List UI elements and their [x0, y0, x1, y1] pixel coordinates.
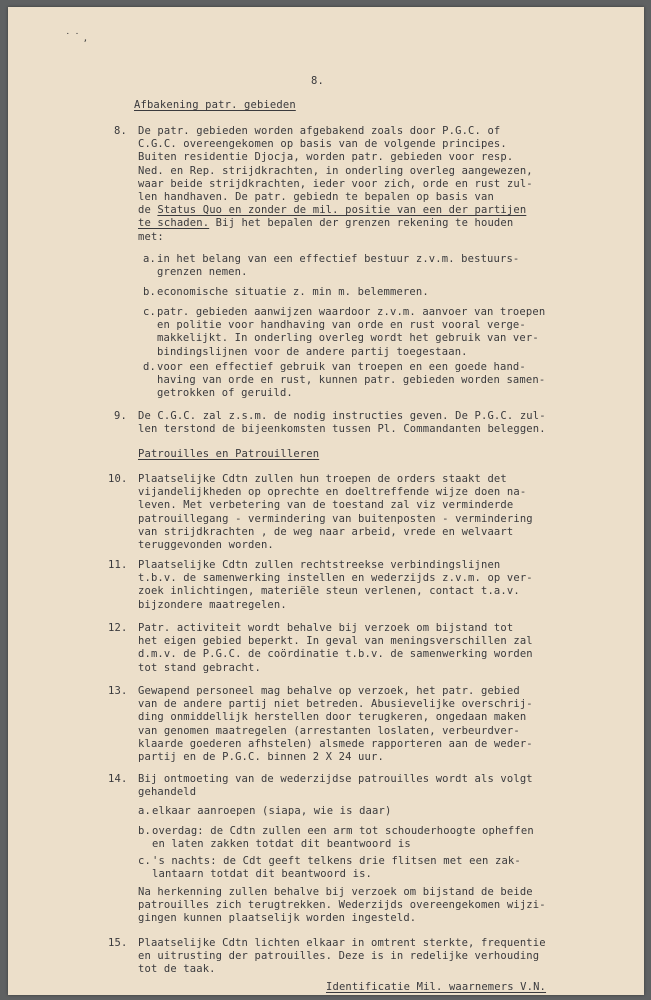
subitem-letter: a.	[138, 805, 151, 817]
subitem-letter: c.	[138, 855, 151, 867]
text-line: having van orde en rust, kunnen patr. gebieden worden samen-	[157, 374, 546, 387]
section-9	[114, 410, 634, 438]
text-line: vijandelijkheden op oprechte en doeltreffende wijze doen na-	[138, 486, 527, 499]
section-number: 10.	[108, 473, 128, 485]
section-11	[108, 559, 634, 613]
text-line: klaarde goederen afhstelen) alsmede rapporteren aan de weder-	[138, 737, 533, 750]
text-line: voor een effectief gebruik van troepen en een goede hand-	[157, 361, 526, 373]
text-line: te schaden. Bij het bepalen der grenzen rekening te houden	[138, 217, 514, 230]
text-line: elkaar aanroepen (siapa, wie is daar)	[152, 805, 392, 817]
text-line: Patr. activiteit wordt behalve bij verzoek om bijstand tot	[138, 622, 514, 634]
heading-patrouilles: Patrouilles en Patrouilleren	[138, 448, 320, 460]
text-line: teruggevonden worden.	[138, 539, 274, 552]
footer-heading: Identificatie Mil. waarnemers V.N.	[326, 981, 547, 993]
section-number: 15.	[108, 937, 128, 949]
text-line: waar beide strijdkrachten, ieder voor zich, orde en rust zul-	[138, 177, 533, 190]
text-line: economische situatie z. min m. belemmeren.	[157, 286, 429, 298]
text-line: bindingslijnen voor de andere partij toegestaan.	[157, 345, 468, 358]
section-8	[114, 125, 634, 249]
section-14	[108, 773, 634, 801]
text-line: Plaatselijke Cdtn lichten elkaar in omtrent sterkte, frequentie	[138, 937, 546, 949]
page-number: 8.	[311, 75, 324, 87]
text-line: zoek inlichtingen, materiële steun verlenen, contact t.a.v.	[138, 585, 520, 598]
section-number: 9.	[114, 410, 127, 422]
text-line: d.m.v. de P.G.C. de coördinatie t.b.v. de samenwerking worden	[138, 648, 533, 661]
section-number: 13.	[108, 685, 128, 697]
text-line: patrouillegang - vermindering van buitenposten - vermindering	[138, 512, 533, 525]
text-line: Gewapend personeel mag behalve op verzoek, het patr. gebied	[138, 685, 520, 697]
subitem-letter: b.	[138, 825, 151, 837]
text-line: en uitrusting der patrouilles. Deze is in redelijke verhouding	[138, 950, 540, 963]
text-line: leven. Met verbetering van de toestand zal viz verminderde	[138, 499, 514, 512]
text-line: Plaatselijke Cdtn zullen hun troepen de orders staakt det	[138, 473, 507, 485]
text-line: overdag: de Cdtn zullen een arm tot schouderhoogte opheffen	[152, 825, 534, 837]
text-line: van genomen maatregelen (arrestanten loslaten, verbeurdver-	[138, 724, 520, 737]
text-line: in het belang van een effectief bestuur z.v.m. bestuurs-	[157, 253, 520, 265]
text-line: Ned. en Rep. strijdkrachten, in onderling overleg aangewezen,	[138, 164, 533, 177]
section-number: 11.	[108, 559, 128, 571]
text-line: Na herkenning zullen behalve bij verzoek om bijstand de beide	[138, 886, 533, 898]
subitem-letter: a.	[143, 253, 156, 265]
stray-marks: ˙ ˙ ,	[65, 31, 88, 44]
text-line: 's nachts: de Cdt geeft telkens drie flitsen met een zak-	[152, 855, 521, 867]
section-15	[108, 937, 634, 979]
text-line: en laten zakken totdat dit beantwoord is	[152, 838, 411, 851]
document-page	[8, 7, 644, 995]
section-14-conclusion	[138, 886, 634, 928]
text-line: grenzen nemen.	[157, 266, 248, 279]
text-line: patrouilles zich terugtrekken. Wederzijds overeengekomen wijzi-	[138, 899, 546, 912]
text-line: het eigen gebied beperkt. In geval van meningsverschillen zal	[138, 635, 533, 648]
text-line: C.G.C. overeengekomen op basis van de volgende principes.	[138, 138, 507, 151]
text-line: partij en de P.G.C. binnen 2 X 24 uur.	[138, 751, 384, 764]
text-line: getrokken of geruild.	[157, 387, 293, 400]
section-13	[108, 685, 634, 765]
text-line: met:	[138, 230, 164, 243]
text-line: de Status Quo en zonder de mil. positie van een der partijen	[138, 204, 527, 217]
section-text	[138, 125, 533, 244]
text-line: patr. gebieden aanwijzen waardoor z.v.m. aanvoer van troepen	[157, 306, 546, 318]
text-line: Bij ontmoeting van de wederzijdse patrouilles wordt als volgt	[138, 773, 533, 785]
text-line: De C.G.C. zal z.s.m. de nodig instructies geven. De P.G.C. zul-	[138, 410, 546, 422]
subitem-letter: b.	[143, 286, 156, 298]
text-line: tot de taak.	[138, 963, 216, 976]
text-line: Plaatselijke Cdtn zullen rechtstreekse verbindingslijnen	[138, 559, 501, 571]
text-line: tot stand gebracht.	[138, 661, 261, 674]
text-line: van strijdkrachten , de weg naar arbeid, vrede en welvaart	[138, 525, 514, 538]
underlined-text: Status Quo en zonder de mil. positie van een der partijen	[157, 204, 527, 217]
text-line: gingen kunnen plaatselijk worden ingesteld.	[138, 912, 417, 925]
text-line: len handhaven. De patr. gebiedn te bepalen op basis van	[138, 191, 494, 204]
text-line: t.b.v. de samenwerking instellen en wederzijds z.v.m. op ver-	[138, 572, 533, 585]
section-number: 8.	[114, 125, 127, 137]
section-10	[108, 473, 634, 553]
text-line: makkelijkt. In onderling overleg wordt het gebruik van ver-	[157, 332, 539, 345]
text-line: lantaarn totdat dit beantwoord is.	[152, 868, 373, 881]
text-line: Buiten residentie Djocja, worden patr. gebieden voor resp.	[138, 151, 514, 164]
text-line: len terstond de bijeenkomsten tussen Pl. Commandanten beleggen.	[138, 423, 546, 436]
heading-afbakening: Afbakening patr. gebieden	[134, 99, 296, 111]
section-number: 12.	[108, 622, 128, 634]
section-number: 14.	[108, 773, 128, 785]
underlined-text: te schaden.	[138, 217, 210, 230]
text-line: De patr. gebieden worden afgebakend zoals door P.G.C. of	[138, 125, 501, 137]
text-line: en politie voor handhaving van orde en rust vooral verge-	[157, 319, 526, 332]
section-12	[108, 622, 634, 676]
subitem-letter: d.	[143, 361, 156, 373]
subitem-letter: c.	[143, 306, 156, 318]
text-line: gehandeld	[138, 786, 197, 799]
text-line: ding onmiddellijk herstellen door terugkeren, ongedaan maken	[138, 711, 527, 724]
text-line: bijzondere maatregelen.	[138, 598, 287, 611]
text-line: van de andere partij niet betreden. Abusievelijke overschrij-	[138, 698, 533, 711]
